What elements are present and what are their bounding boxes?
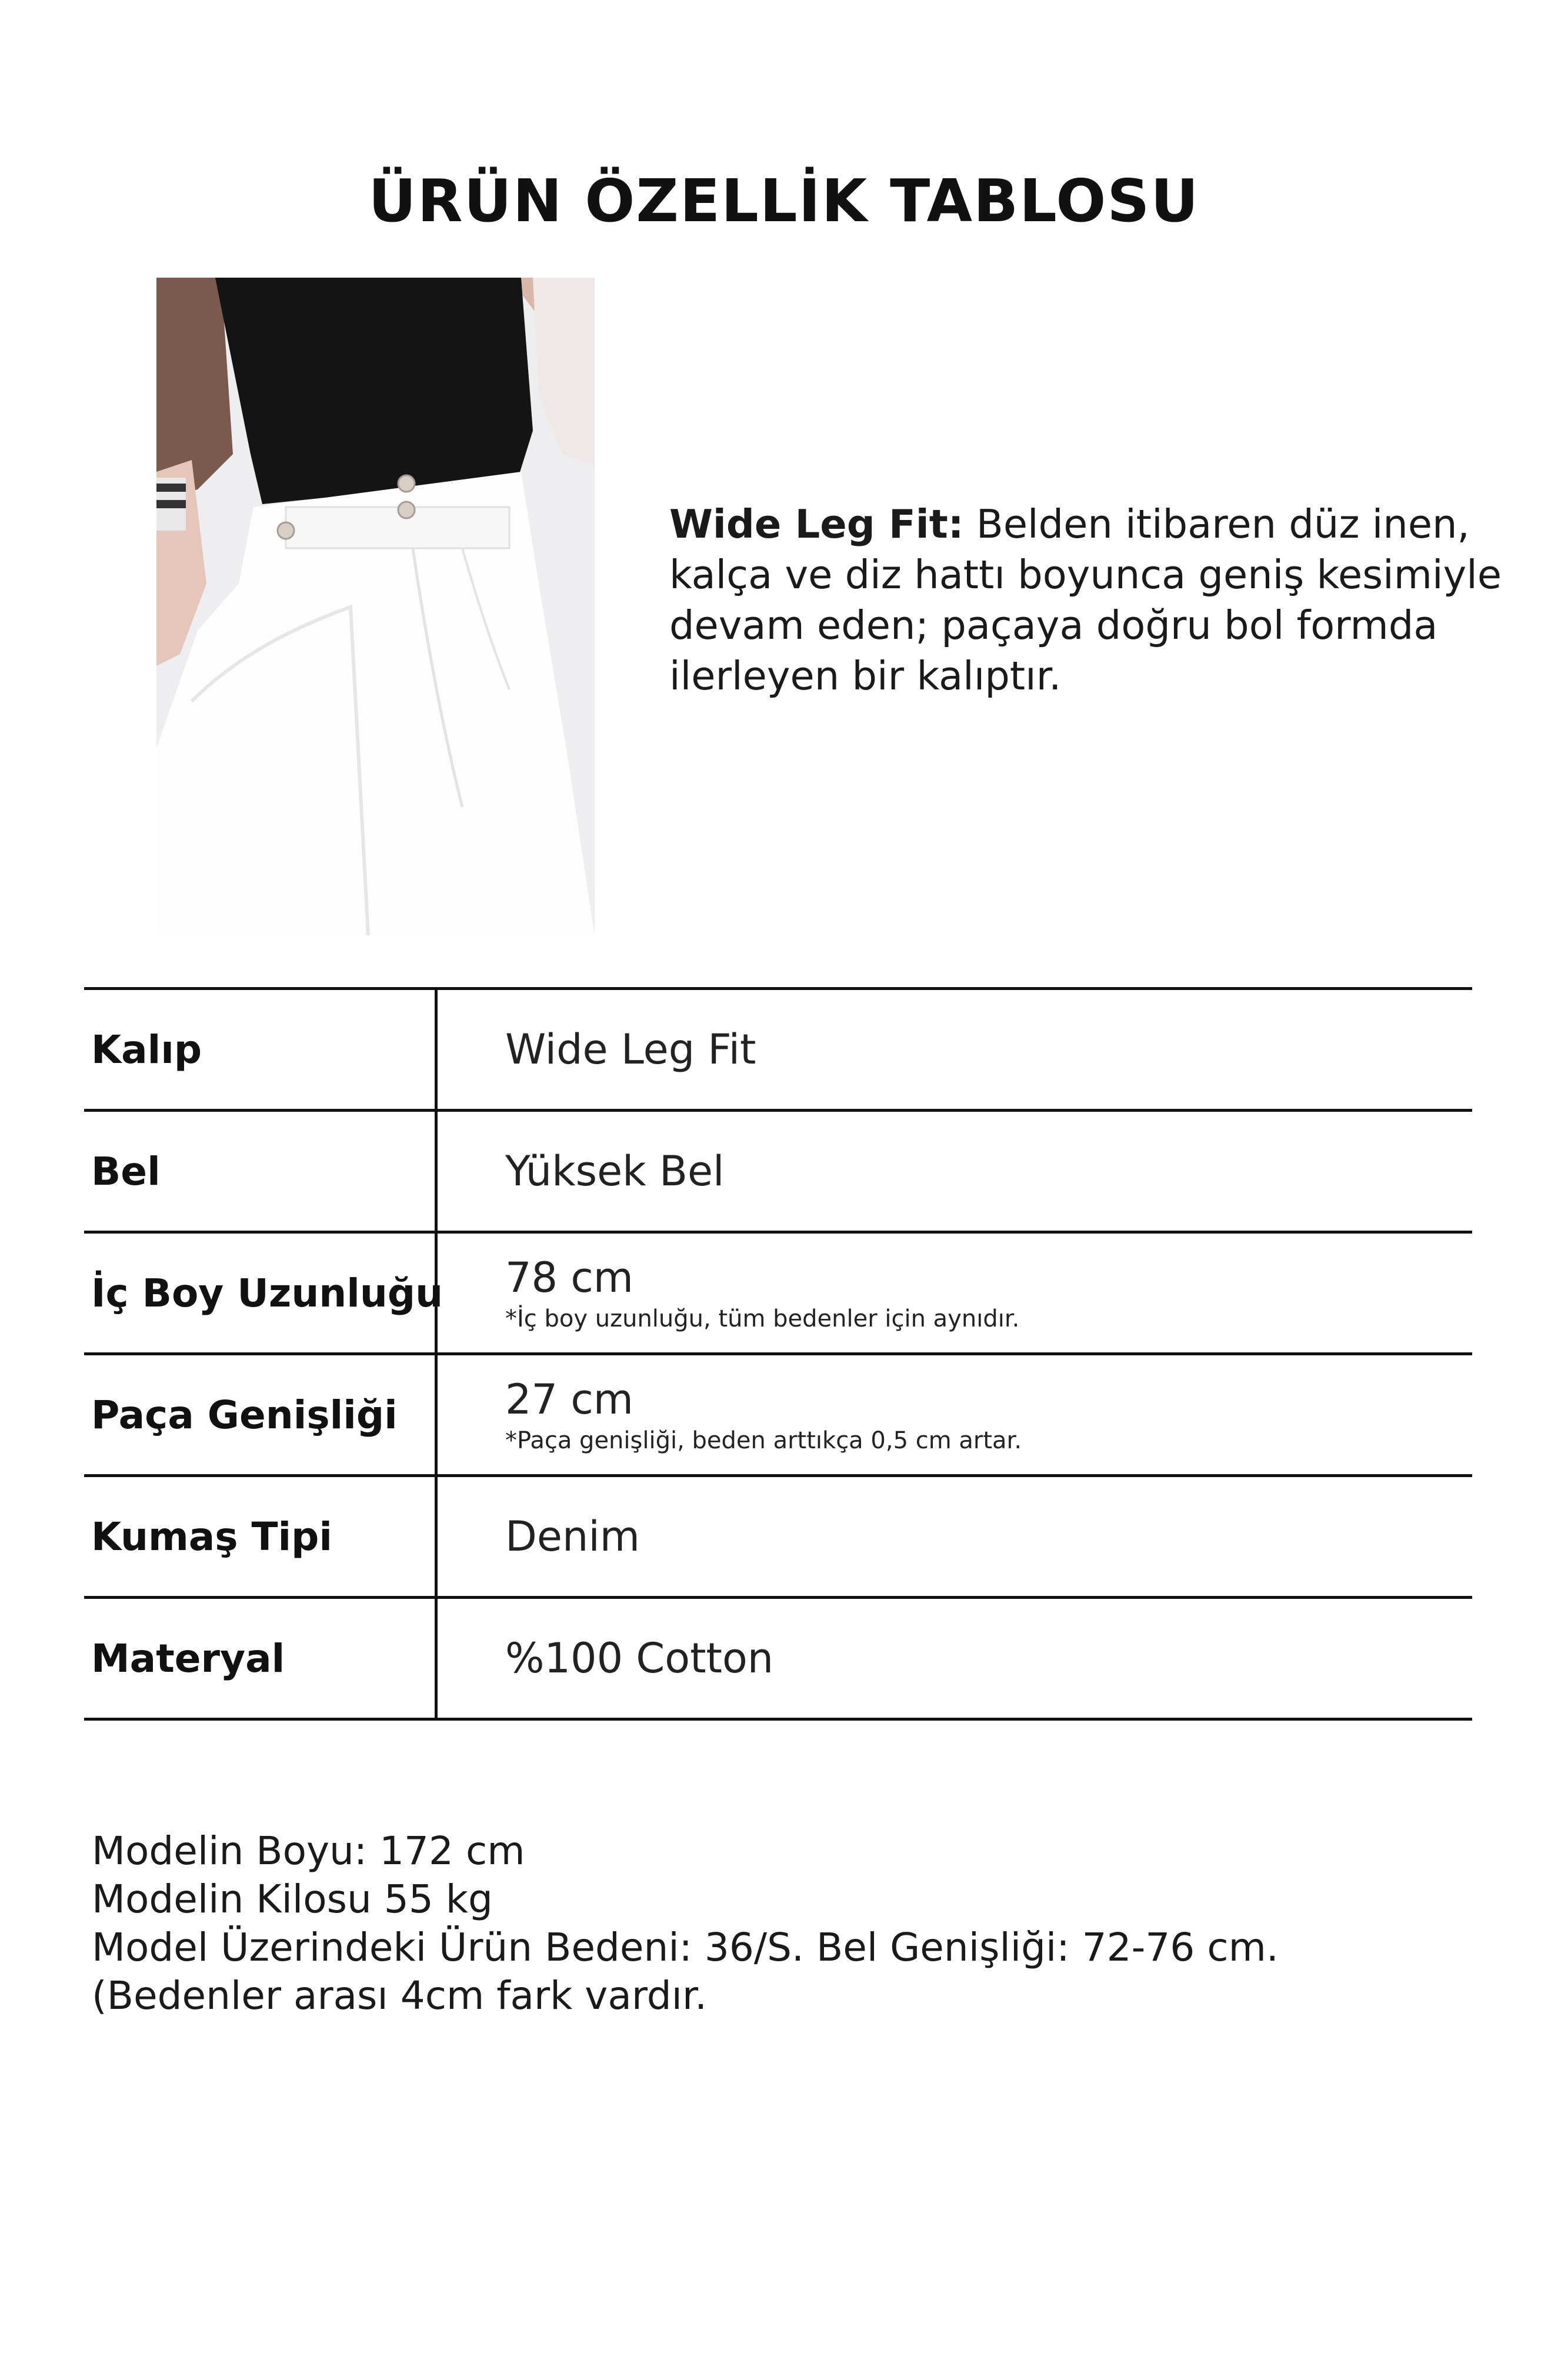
column-divider <box>435 1477 438 1596</box>
column-divider <box>435 1112 438 1231</box>
spec-value: %100 Cotton <box>505 1634 774 1682</box>
fit-text: Belden itibaren düz inen, kalça ve diz hattı boyunca geniş kesimiyle devam eden; paçaya doğru bol formda ilerleyen bir kalıptır. <box>669 501 1502 699</box>
spec-value-cell <box>505 1477 640 1596</box>
spec-value-cell <box>505 1599 773 1718</box>
spec-row <box>84 1599 1472 1721</box>
fit-term: Wide Leg Fit: <box>669 501 964 547</box>
model-info <box>92 1827 1480 2020</box>
model-size: Model Üzerindeki Ürün Bedeni: 36/S. Bel Genişliği: 72-76 cm. (Bedenler arası 4cm fark vardır. <box>92 1925 1279 2018</box>
spec-label: Paça Genişliği <box>91 1392 398 1438</box>
spec-value: Yüksek Bel <box>505 1147 725 1195</box>
spec-row <box>84 990 1472 1112</box>
spec-label: Kalıp <box>91 1026 202 1072</box>
spec-value: 78 cm <box>505 1254 633 1302</box>
model-weight: Modelin Kilosu 55 kg <box>92 1877 493 1922</box>
column-divider <box>435 1355 438 1474</box>
product-photo-illustration <box>156 278 595 935</box>
spec-value-cell <box>505 1355 1022 1474</box>
spec-row <box>84 1355 1472 1477</box>
spec-value-cell <box>505 1234 1019 1352</box>
spec-value-cell <box>505 990 756 1109</box>
spec-label: Bel <box>91 1148 161 1194</box>
spec-note: *Paça genişliği, beden arttıkça 0,5 cm artar. <box>505 1427 1022 1454</box>
model-height: Modelin Boyu: 172 cm <box>92 1828 525 1874</box>
spec-label: Materyal <box>91 1635 285 1681</box>
column-divider <box>435 990 438 1109</box>
fit-description <box>669 499 1504 701</box>
spec-value: 27 cm <box>505 1375 633 1424</box>
spec-row <box>84 1234 1472 1355</box>
product-photo <box>156 278 595 935</box>
column-divider <box>435 1599 438 1718</box>
spec-row <box>84 1112 1472 1234</box>
spec-note: *İç boy uzunluğu, tüm bedenler için aynıdır. <box>505 1305 1020 1332</box>
spec-label: İç Boy Uzunluğu <box>91 1270 443 1316</box>
spec-value: Wide Leg Fit <box>505 1025 756 1074</box>
spec-table <box>84 987 1472 1721</box>
page-title: ÜRÜN ÖZELLİK TABLOSU <box>368 166 1200 235</box>
spec-value-cell <box>505 1112 725 1231</box>
spec-label: Kumaş Tipi <box>91 1514 333 1559</box>
spec-value: Denim <box>505 1512 640 1561</box>
spec-row <box>84 1477 1472 1599</box>
